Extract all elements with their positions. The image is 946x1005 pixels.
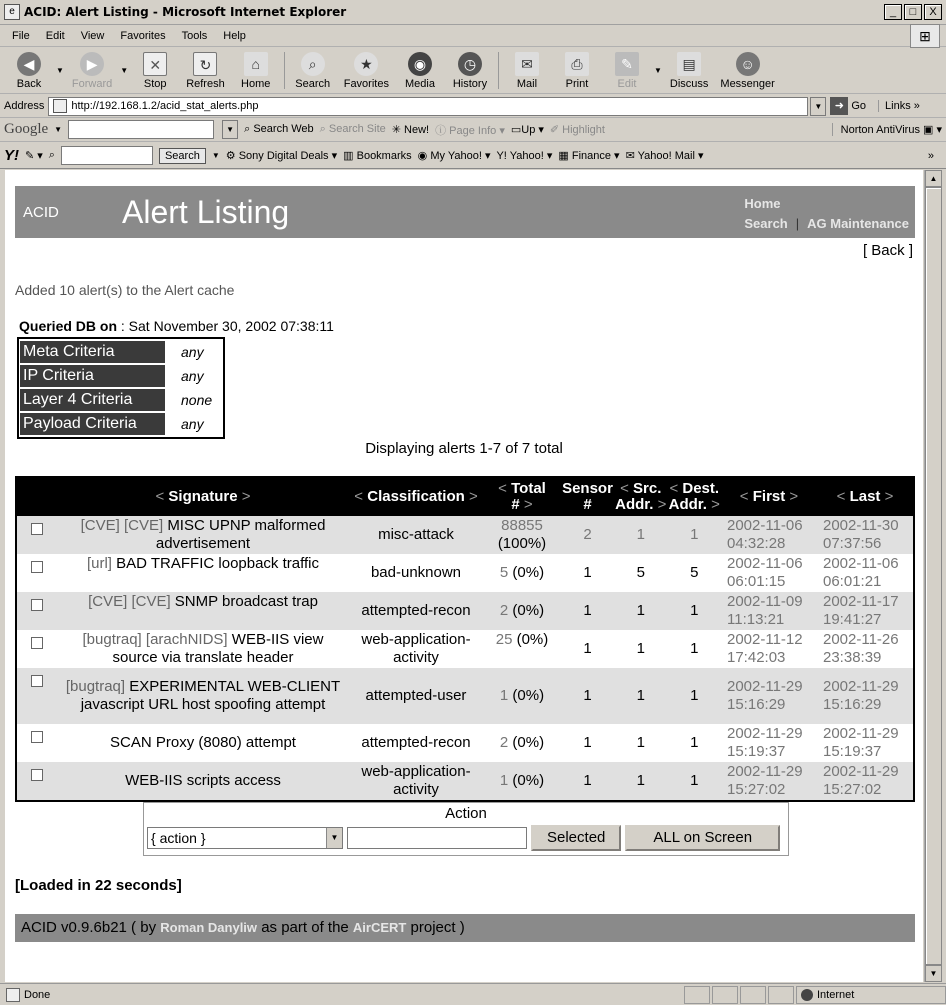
signature-cell <box>57 554 349 592</box>
criteria-value: any <box>181 368 204 384</box>
history-icon: ◷ <box>458 52 482 76</box>
alert-checkbox-cell <box>17 724 57 762</box>
total-header[interactable]: < Total # > <box>483 478 561 516</box>
total-percent: (0%) <box>512 734 545 751</box>
forward-button[interactable]: ▶ Forward <box>66 48 118 93</box>
folder-up-icon: ▭ <box>510 124 522 136</box>
yahoo-search-button[interactable]: Search <box>159 148 206 164</box>
bookmarks-link[interactable]: ▥ Bookmarks <box>343 150 412 162</box>
alert-row <box>17 762 913 800</box>
src-addr-cell[interactable]: 1 <box>614 762 667 800</box>
alert-row <box>17 592 913 630</box>
discuss-icon: ▤ <box>677 52 701 76</box>
src-addr-cell[interactable]: 1 <box>614 630 667 668</box>
ref-link-cve[interactable]: [CVE] <box>80 517 120 534</box>
total-percent: (0%) <box>512 772 545 789</box>
last-time-cell[interactable]: 2002-11-26 23:38:39 <box>817 630 913 668</box>
discuss-button[interactable]: ▤ Discuss <box>664 48 715 93</box>
media-button[interactable]: ◉ Media <box>395 48 445 93</box>
window-title: ACID: Alert Listing - Microsoft Internet Explorer <box>24 5 347 19</box>
total-count-link[interactable]: 1 <box>499 772 509 789</box>
standard-toolbar <box>0 48 946 94</box>
minimize-button[interactable]: _ <box>884 4 902 20</box>
google-news-button[interactable]: ✳ New! <box>391 124 430 136</box>
ref-link-cve[interactable]: [CVE] <box>123 517 164 534</box>
my-yahoo-link[interactable]: ◉ My Yahoo! ▾ <box>417 150 491 162</box>
page-viewport <box>5 170 923 982</box>
page-title: Alert Listing <box>122 194 290 230</box>
star-icon: ★ <box>354 52 378 76</box>
checkbox-header <box>17 478 57 516</box>
total-cell <box>483 668 561 724</box>
google-logo[interactable]: Google <box>4 121 49 137</box>
back-arrow-icon: ◀ <box>17 52 41 76</box>
alert-row <box>17 630 913 668</box>
classification-cell: bad-unknown <box>349 554 483 592</box>
signature-header[interactable]: < Signature > <box>57 478 349 516</box>
mail-icon: ✉ <box>515 52 539 76</box>
address-url: http://192.168.1.2/acid_stat_alerts.php <box>71 100 259 112</box>
security-zone: Internet <box>796 986 946 1004</box>
alert-checkbox[interactable] <box>31 731 43 743</box>
go-arrow-icon: ➜ <box>830 97 848 115</box>
menu-favorites[interactable]: Favorites <box>120 29 166 42</box>
scroll-up-icon[interactable]: ▲ <box>925 170 942 187</box>
queried-value: : Sat November 30, 2002 07:38:11 <box>117 318 334 334</box>
queried-label: Queried DB on <box>19 318 118 334</box>
queried-db-line <box>19 318 334 334</box>
yahoo-link[interactable]: Y! Yahoo! ▾ <box>496 150 553 162</box>
menu-tools[interactable]: Tools <box>181 29 208 42</box>
total-cell <box>483 592 561 630</box>
menu-view[interactable]: View <box>80 29 105 42</box>
status-bar <box>0 983 946 1005</box>
action-select[interactable]: { action } ▼ <box>147 827 343 849</box>
displaying-count: Displaying alerts 1-7 of 7 total <box>365 440 563 457</box>
signature-link[interactable]: SCAN Proxy (8080) attempt <box>110 734 296 751</box>
total-percent: (0%) <box>516 631 549 648</box>
globe-icon <box>801 989 813 1001</box>
criteria-row <box>20 388 222 412</box>
cache-message: Added 10 alert(s) to the Alert cache <box>15 282 235 298</box>
alert-checkbox-cell <box>17 668 57 724</box>
alert-checkbox-cell <box>17 516 57 554</box>
signature-link[interactable]: SNMP broadcast trap <box>174 593 318 610</box>
norton-antivirus-button[interactable]: Norton AntiVirus ▣ ▾ <box>832 123 942 136</box>
signature-link[interactable]: WEB-IIS view source via translate header <box>112 631 324 666</box>
signature-cell <box>57 592 349 630</box>
toolbar-separator <box>284 52 285 89</box>
last-time-cell[interactable]: 2002-11-29 15:19:37 <box>817 724 913 762</box>
forward-dropdown-icon[interactable]: ▼ <box>120 66 129 75</box>
close-button[interactable]: X <box>924 4 942 20</box>
classification-header[interactable]: < Classification > <box>349 478 483 516</box>
all-on-screen-button[interactable]: ALL on Screen <box>625 825 780 851</box>
chevron-down-icon: ▼ <box>326 828 342 848</box>
alert-checkbox-cell <box>17 762 57 800</box>
forward-arrow-icon: ▶ <box>80 52 104 76</box>
dest-addr-cell[interactable]: 1 <box>668 762 722 800</box>
ref-link-cve[interactable]: [CVE] <box>131 593 171 610</box>
sensor-cell[interactable]: 1 <box>561 592 614 630</box>
alerts-table <box>15 476 915 802</box>
classification-cell: attempted-recon <box>349 592 483 630</box>
last-time-cell[interactable]: 2002-11-17 19:41:27 <box>817 592 913 630</box>
nav-search-link[interactable]: Search <box>744 216 788 231</box>
yahoo-search-icon: ⌕ <box>48 149 55 161</box>
links-toolbar[interactable]: Links <box>878 100 911 112</box>
google-search-site-button[interactable]: ⌕ Search Site <box>319 123 386 135</box>
layer4-criteria-link[interactable]: Layer 4 Criteria <box>20 389 165 411</box>
alert-row <box>17 668 913 724</box>
vertical-scrollbar[interactable] <box>924 170 941 982</box>
maximize-button[interactable]: □ <box>904 4 922 20</box>
classification-cell: web-application-activity <box>349 762 483 800</box>
stop-icon: ✕ <box>143 52 167 76</box>
author-link[interactable]: Roman Danyliw <box>160 920 258 935</box>
ref-link-url[interactable]: [url] <box>86 555 112 572</box>
news-icon: ✳ <box>391 124 401 136</box>
back-button[interactable]: ◀ Back <box>4 48 54 93</box>
src-addr-cell[interactable]: 1 <box>614 592 667 630</box>
edit-icon: ✎ <box>615 52 639 76</box>
refresh-button[interactable]: ↻ Refresh <box>180 48 231 93</box>
signature-link[interactable]: MISC UPNP malformed advertisement <box>155 517 326 552</box>
status-panel <box>740 986 766 1004</box>
sensor-cell[interactable]: 2 <box>561 516 614 554</box>
classification-cell: misc-attack <box>349 516 483 554</box>
menu-help[interactable]: Help <box>223 29 246 42</box>
yahoo-logo[interactable]: Y! <box>4 147 19 164</box>
total-cell <box>483 630 561 668</box>
action-argument-input[interactable] <box>347 827 527 849</box>
yahoo-mail-link[interactable]: ✉ Yahoo! Mail ▾ <box>625 150 704 162</box>
alert-checkbox[interactable] <box>31 769 43 781</box>
mail-button[interactable]: ✉ Mail <box>502 48 552 93</box>
sensor-cell[interactable]: 1 <box>561 762 614 800</box>
scroll-down-icon[interactable]: ▼ <box>925 965 942 982</box>
last-time-cell[interactable]: 2002-11-06 06:01:21 <box>817 554 913 592</box>
finance-chart-icon: ▦ <box>558 150 569 162</box>
windows-logo-icon: ⊞ <box>910 24 940 48</box>
my-yahoo-icon: ◉ <box>417 150 428 162</box>
status-panel <box>684 986 710 1004</box>
google-up-button[interactable]: ▭Up ▾ <box>510 124 544 136</box>
back-dropdown-icon[interactable]: ▼ <box>56 66 64 75</box>
print-button[interactable]: ⎙ Print <box>552 48 602 93</box>
criteria-table <box>17 337 225 439</box>
total-cell <box>483 762 561 800</box>
src-addr-cell[interactable]: 1 <box>614 724 667 762</box>
google-search-dropdown-icon[interactable]: ▼ <box>222 120 238 139</box>
stop-button[interactable]: ✕ Stop <box>130 48 180 93</box>
address-label: Address <box>4 100 45 112</box>
yahoo-chevron-icon[interactable]: » <box>927 149 934 162</box>
sensor-cell[interactable]: 1 <box>561 630 614 668</box>
bookmarks-icon: ▥ <box>343 150 354 162</box>
signature-cell <box>57 724 349 762</box>
criteria-row <box>20 340 222 364</box>
total-percent: (100%) <box>497 535 547 552</box>
yahoo-pencil-icon[interactable]: ✎ ▾ <box>25 150 43 162</box>
dest-addr-cell[interactable]: 1 <box>668 516 722 554</box>
signature-cell <box>57 762 349 800</box>
signature-link[interactable]: WEB-IIS scripts access <box>125 772 281 789</box>
alert-checkbox-cell <box>17 630 57 668</box>
dest-addr-cell[interactable]: 1 <box>668 668 722 724</box>
total-count-link[interactable]: 1 <box>499 687 509 704</box>
signature-cell <box>57 668 349 724</box>
back-link[interactable]: [ Back ] <box>862 242 913 259</box>
menu-bar <box>0 25 946 47</box>
sensor-cell[interactable]: 1 <box>561 554 614 592</box>
home-button[interactable]: ⌂ Home <box>231 48 281 93</box>
finance-link[interactable]: ▦ Finance ▾ <box>558 150 620 162</box>
yahoo-toolbar <box>0 143 946 169</box>
first-time-cell[interactable]: 2002-11-06 04:32:28 <box>721 516 817 554</box>
first-time-cell[interactable]: 2002-11-29 15:27:02 <box>721 762 817 800</box>
go-button[interactable]: ➜ Go <box>830 97 866 115</box>
yahoo-search-input[interactable] <box>61 146 153 165</box>
page-done-icon <box>6 988 20 1002</box>
info-icon: ⓘ <box>435 124 447 137</box>
dest-addr-cell[interactable]: 1 <box>668 592 722 630</box>
envelope-icon: ✉ <box>625 150 635 162</box>
search-site-icon: ⌕ <box>319 123 326 135</box>
sensor-cell[interactable]: 1 <box>561 724 614 762</box>
first-time-cell[interactable]: 2002-11-12 17:42:03 <box>721 630 817 668</box>
address-dropdown-icon[interactable]: ▼ <box>810 97 826 116</box>
page-icon <box>53 99 67 113</box>
total-percent: (0%) <box>512 564 545 581</box>
nav-home-link[interactable]: Home <box>744 196 781 211</box>
classification-cell: attempted-recon <box>349 724 483 762</box>
address-bar <box>0 95 946 118</box>
signature-link[interactable]: BAD TRAFFIC loopback traffic <box>116 555 320 572</box>
ref-link-arachnids[interactable]: [arachNIDS] <box>145 631 228 648</box>
first-time-cell[interactable]: 2002-11-29 15:16:29 <box>721 668 817 724</box>
total-cell <box>483 554 561 592</box>
total-count-link[interactable]: 5 <box>499 564 509 581</box>
ref-link-bugtraq[interactable]: [bugtraq] <box>82 631 142 648</box>
acid-header <box>15 186 915 238</box>
ip-criteria-link[interactable]: IP Criteria <box>20 365 165 387</box>
edit-button[interactable]: ✎ Edit <box>602 48 652 93</box>
scroll-thumb[interactable] <box>925 187 942 965</box>
highlighter-icon: ✐ <box>549 124 560 136</box>
alert-row <box>17 554 913 592</box>
src-addr-cell[interactable]: 1 <box>614 668 667 724</box>
total-cell <box>483 724 561 762</box>
refresh-icon: ↻ <box>193 52 217 76</box>
total-percent: (0%) <box>512 602 545 619</box>
search-web-icon: ⌕ <box>244 123 251 135</box>
sony-digital-deals-link[interactable]: ⚙ Sony Digital Deals ▾ <box>225 150 338 162</box>
total-count-link[interactable]: 2 <box>499 602 509 619</box>
google-page-info-button[interactable]: ⓘ Page Info ▾ <box>435 124 505 137</box>
first-header[interactable]: < First > <box>721 478 817 516</box>
search-button[interactable]: ⌕ Search <box>288 48 338 93</box>
total-count-link[interactable]: 88855 <box>501 517 543 534</box>
meta-criteria-link[interactable]: Meta Criteria <box>20 341 165 363</box>
payload-criteria-link[interactable]: Payload Criteria <box>20 413 165 435</box>
window-titlebar <box>0 0 946 25</box>
address-input[interactable] <box>48 97 808 116</box>
deals-icon: ⚙ <box>225 150 236 162</box>
total-count-link[interactable]: 2 <box>499 734 509 751</box>
alert-row <box>17 724 913 762</box>
total-percent: (0%) <box>512 687 545 704</box>
criteria-row <box>20 364 222 388</box>
alert-checkbox[interactable] <box>31 523 43 535</box>
first-time-cell[interactable]: 2002-11-29 15:19:37 <box>721 724 817 762</box>
signature-cell <box>57 630 349 668</box>
menu-edit[interactable]: Edit <box>45 29 65 42</box>
criteria-value: any <box>181 416 204 432</box>
home-icon: ⌂ <box>244 52 268 76</box>
dest-addr-cell[interactable]: 5 <box>668 554 722 592</box>
acid-footer: ACID v0.9.6b21 ( by Roman Danyliw as part of the AirCERT project ) <box>15 914 915 942</box>
alert-checkbox-cell <box>17 592 57 630</box>
total-cell <box>483 516 561 554</box>
first-time-cell[interactable]: 2002-11-06 06:01:15 <box>721 554 817 592</box>
messenger-button[interactable]: ☺ Messenger <box>714 48 780 93</box>
classification-cell: attempted-user <box>349 668 483 724</box>
alert-row <box>17 516 913 554</box>
alert-checkbox[interactable] <box>31 675 43 687</box>
dest-addr-cell[interactable]: 1 <box>668 724 722 762</box>
ref-link-bugtraq[interactable]: [bugtraq] <box>65 678 126 695</box>
google-search-input[interactable] <box>68 120 214 139</box>
toolbar-separator <box>498 52 499 89</box>
status-panel <box>768 986 794 1004</box>
aircert-link[interactable]: AirCERT <box>352 920 407 935</box>
sensor-header: Sensor # <box>561 478 614 516</box>
printer-icon: ⎙ <box>565 52 589 76</box>
criteria-value: none <box>181 392 213 408</box>
last-time-cell[interactable]: 2002-11-30 07:37:56 <box>817 516 913 554</box>
ie-app-icon: e <box>4 4 20 20</box>
history-button[interactable]: ◷ History <box>445 48 495 93</box>
alert-checkbox[interactable] <box>31 599 43 611</box>
links-chevron-icon[interactable]: » <box>910 100 920 112</box>
messenger-icon: ☺ <box>736 52 760 76</box>
src-addr-cell[interactable]: 1 <box>614 516 667 554</box>
criteria-row <box>20 412 222 436</box>
loaded-time: [Loaded in 22 seconds] <box>15 877 182 894</box>
acid-nav <box>744 194 909 234</box>
signature-cell <box>57 516 349 554</box>
favorites-button[interactable]: ★ Favorites <box>338 48 395 93</box>
status-text: Done <box>24 988 51 1001</box>
yahoo-search-dropdown-icon[interactable]: ▼ <box>211 151 220 160</box>
status-panel <box>712 986 738 1004</box>
src-addr-header[interactable]: < Src. Addr. > <box>614 478 667 516</box>
signature-link[interactable]: EXPERIMENTAL WEB-CLIENT javascript URL host spoofing attempt <box>80 678 341 713</box>
action-title: Action <box>445 805 487 822</box>
src-addr-cell[interactable]: 5 <box>614 554 667 592</box>
first-time-cell[interactable]: 2002-11-09 11:13:21 <box>721 592 817 630</box>
nav-ag-maintenance-link[interactable]: AG Maintenance <box>807 216 909 231</box>
google-dropdown-icon[interactable]: ▼ <box>54 125 63 134</box>
acid-brand: ACID <box>23 204 59 221</box>
norton-icon: ▣ <box>923 124 934 136</box>
classification-cell: web-application-activity <box>349 630 483 668</box>
search-icon: ⌕ <box>301 52 325 76</box>
yahoo-icon: Y! <box>496 150 507 162</box>
last-header[interactable]: < Last > <box>817 478 913 516</box>
dest-addr-cell[interactable]: 1 <box>668 630 722 668</box>
media-icon: ◉ <box>408 52 432 76</box>
alerts-header-row <box>17 478 913 516</box>
dest-addr-header[interactable]: < Dest. Addr. > <box>668 478 722 516</box>
sensor-cell[interactable]: 1 <box>561 668 614 724</box>
menu-file[interactable]: File <box>12 29 30 42</box>
criteria-value: any <box>181 344 204 360</box>
last-time-cell[interactable]: 2002-11-29 15:16:29 <box>817 668 913 724</box>
google-highlight-button[interactable]: ✐ Highlight <box>549 124 605 136</box>
selected-button[interactable]: Selected <box>531 825 621 851</box>
total-count-link[interactable]: 25 <box>495 631 513 648</box>
last-time-cell[interactable]: 2002-11-29 15:27:02 <box>817 762 913 800</box>
ref-link-cve[interactable]: [CVE] <box>88 593 128 610</box>
edit-dropdown-icon[interactable]: ▼ <box>653 66 662 75</box>
action-panel <box>143 802 789 856</box>
nav-separator: | <box>795 216 800 231</box>
alert-checkbox-cell <box>17 554 57 592</box>
alert-checkbox[interactable] <box>31 637 43 649</box>
alert-checkbox[interactable] <box>31 561 43 573</box>
google-search-web-button[interactable]: ⌕ Search Web <box>244 123 314 135</box>
google-toolbar <box>0 118 946 142</box>
